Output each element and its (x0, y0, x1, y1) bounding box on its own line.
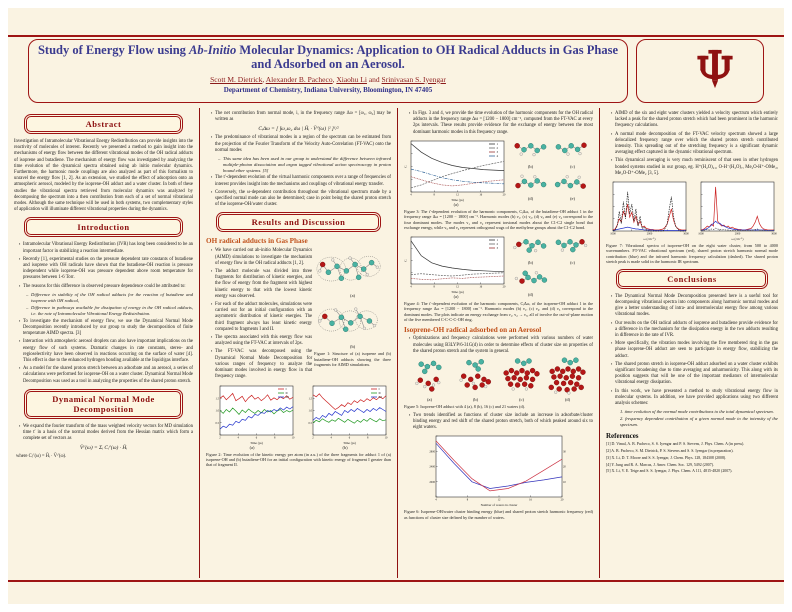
authors-line: Scott M. Dietrick, Alexander B. Pacheco, Xiaohu Li and Srinivasan S. Iyengar (210, 74, 446, 84)
affiliation-line: Department of Chemistry, Indiana University, Bloomington, IN 47405 (223, 85, 433, 94)
conclusion-2: ▪ Our results on the OH radical adducts of isoprene and butadiene provide evidence for a difference in the mechanism for the dissipation energy in the two adducts resulting in difference in the rate of IVR. (611, 321, 778, 340)
figure3-plot (404, 138, 508, 202)
svg-text:3: 3 (496, 149, 499, 154)
iu-logo-box (636, 39, 764, 103)
svg-text:Time (ps): Time (ps) (451, 289, 464, 294)
svg-text:12: 12 (497, 498, 500, 502)
figure3-label-a: (a) (453, 201, 459, 207)
method-bullet-3: ▪ The t′-dependent evolution of the virtual harmonic components over a range of frequencies of interest provides insight into the mechanisms and couplings of vibrational energy transfer. (211, 175, 391, 187)
svg-text:1: 1 (496, 141, 499, 146)
svg-text:1.0: 1.0 (215, 409, 219, 412)
column-2 (200, 108, 398, 578)
section-heading-introduction: Introduction (24, 217, 183, 237)
figure4-molecule-b (510, 234, 550, 260)
method-bullet-2: ▪ The predominance of vibrational modes in a region of the spectrum can be estimated from the projection of the Fourier Transform of the Velocity Auto-Correlation (FT-VAC) onto the normal modes (211, 135, 391, 154)
figure5a-molecule (408, 357, 452, 397)
svg-text:ω (cm⁻¹): ω (cm⁻¹) (643, 236, 656, 241)
equation-1-where: where Cᵢᵗ′(ω) = H̄ᵢ · V̄ᵗ′(ω). (16, 454, 67, 460)
equation-1: V̄ᵗ′(ω) = Σᵢ Cᵢᵗ′(ω) · H̄ᵢ (79, 445, 128, 452)
reference-2: [2] A. B. Pacheco, S. M. Dietrick, P. S. Stevens and S. S. Iyengar (in preparation). (606, 448, 734, 453)
intro-subbullet-1: – Difference in stability of the OH radical adducts for the reaction of butadiene and isoprene with OH radical, (26, 292, 193, 304)
figure5d-label: (d) (564, 397, 571, 403)
svg-text:4: 4 (410, 285, 412, 289)
subheading-aerosol: Isoprene-OH radical adsorbed on an Aerosol (404, 326, 542, 335)
intro-bullet-5: ▪ Interaction with atmospheric aerosol droplets can also have important implications on the energy flow of such systems. Dramatic changes in rate constants, stereo- and regioselectivity have been observed in reactions occurring on the surface of water [4]. This effect is due to the enhanced hydrogen bonding available at the liquid/gas interface. (19, 339, 193, 364)
top-rule (8, 35, 784, 37)
svg-text:8: 8 (433, 285, 435, 289)
figure1a-label: (a) (350, 293, 355, 299)
figure5c-molecule (500, 357, 544, 397)
figure2a-label: (a) (249, 444, 255, 450)
intro-bullet-2: ▪ Recently [1], experimental studies on the pressure dependent rate constants of butadiene and isoprene with OH radicals have shown that the butadiene-OH reaction is pressure independent while isoprene-OH was pressure dependent above room temperature for pressures between 1-6 Torr. (19, 257, 193, 282)
svg-text:10: 10 (562, 480, 566, 484)
svg-text:Time (ps): Time (ps) (342, 440, 356, 445)
svg-text:8: 8 (466, 498, 468, 502)
figure5-caption: Figure 5: Isoprene-OH adduct with 4 (a), 8 (b), 16 (c) and 21 waters (d). (404, 404, 526, 410)
figure5b-molecule (454, 357, 498, 397)
figure3-label-b: (b) (527, 163, 534, 169)
figure7a-plot (606, 179, 690, 241)
figure4-label-c: (c) (570, 259, 575, 265)
introduction-bullets-2 (14, 319, 193, 385)
gas-bullet-3: ▪ For each of the adduct molecules, simulations were carried out for an initial configuration with an asymmetric distribution of kinetic energies. The third fragment always has least kinetic energy compared to fragments I and II. (211, 302, 312, 333)
figure1-caption: Figure 1: Structure of (a) isoprene and (b) butadiene-OH adducts showing the three fragments for AIMD simulations. (314, 351, 391, 368)
figure5a-label: (a) (427, 397, 432, 403)
svg-text:1.5: 1.5 (308, 396, 312, 400)
iu-trident-logo-icon (693, 44, 737, 99)
figure3-molecule-c (552, 138, 592, 164)
intro-bullet-3: ▪ The reasons for this difference in observed pressure dependence could be attributed to: (19, 284, 193, 290)
equation-2: CᵢΔω = [ ∫ω₁ω₂ dω | H̄ᵢ · V̄ᵗ′(ω) |² ]¹/² (258, 126, 339, 133)
svg-text:6: 6 (255, 436, 257, 440)
col4-bullet-1: ▪ AIMD of the six and eight water clusters yielded a velocity spectrum which entirely lacked a peak for the shared proton stretch which had been prominent in the harmonic frequency calculations. (611, 111, 778, 130)
figure7-caption: Figure 7: Vibrational spectra of isoprene-OH on the eight water cluster, from 500 to 4000 wavenumbers. FT-VAC vibrational spectrum (red), shared proton stretch harmonic normal mode contribution (blue) and the infrared harmonic frequency calculation (dashed). The shared proton stretch peak is made solid in the harmonic IR spectrum. (606, 243, 778, 265)
svg-text:Cᵢ: Cᵢ (404, 164, 408, 168)
svg-text:8: 8 (366, 436, 368, 440)
section-heading-results: Results and Discussion (216, 212, 381, 232)
figure4-label-d: (d) (527, 291, 534, 297)
svg-text:1000: 1000 (698, 232, 704, 236)
figure2b-label: (b) (342, 444, 348, 450)
dnmd-bullet-1: ▪ We expand the fourier transform of the mass weighted velocity vectors for MD simulation time t′ in a basis of the normal modes derived from the Hessian matrix which form a complete set of vectors as (19, 424, 193, 443)
figure5b-label: (b) (472, 397, 479, 403)
svg-text:4: 4 (496, 153, 499, 158)
svg-text:0.5: 0.5 (215, 421, 219, 425)
gas-bullets (206, 248, 312, 380)
figure4-label-a: (a) (453, 293, 459, 299)
svg-text:II: II (378, 390, 381, 395)
svg-text:2: 2 (496, 145, 499, 150)
col3-bullet-1: ▪ In Figs. 3 and 4, we provide the time evolution of the harmonic components for the OH radical adducts in the frequency range Δω = [1200 − 1800] cm⁻¹, computed from the FT-VAC at every 2ps intervals. These results provide evidence for the exchange of energy between the most dominant harmonic modes in this frequency range. (409, 111, 593, 136)
svg-text:Number of waters in cluster: Number of waters in cluster (480, 502, 517, 507)
col4-bullets (606, 111, 778, 177)
figure4-molecule-c (552, 234, 592, 260)
svg-text:1000: 1000 (610, 232, 616, 236)
method-bullet-4: ▪ Conversely, the ω-dependent contribution throughout the vibrational spectrum made by a specified normal mode can also be determined; case in point being the shared proton stretch of the isoprene-OH/water cluster. (211, 190, 391, 209)
svg-text:2400: 2400 (428, 465, 435, 469)
figure4-molecule-d (510, 266, 550, 292)
conclusion-4: ▪ The shared proton stretch in isoprene-OH adduct adsorbed on a water cluster exhibits significant broadening due to time averaging and anharmonicity. This along with its position suggests that will be one of the important mediators of intermolecular vibrational energy dissipation. (611, 362, 778, 387)
svg-text:10: 10 (384, 436, 387, 440)
bottom-rule (8, 580, 784, 582)
svg-text:1: 1 (496, 237, 499, 242)
section-heading-dnmd: Dynamical Normal Mode Decomposition (24, 389, 183, 419)
figure5d-molecule (546, 357, 590, 397)
poster-background (8, 8, 784, 604)
svg-text:3000: 3000 (683, 232, 689, 236)
column-1 (8, 108, 200, 578)
aerosol-bullet-1: ▪ Optimizations and frequency calculations were performed with various numbers of water molecules using B3LYP/6-31G(d) in order to determine effects of cluster size on properties of the shared proton stretch and the system in general. (409, 336, 593, 355)
svg-text:16: 16 (528, 498, 532, 502)
abstract-body: Investigation of Intramolecular Vibrational Energy Redistribution can provide insights into the reactivity of molecules of interest. Recently we presented a method to gain insight into the mechanisms of energy flow between the different vibrational modes of the OH radical adducts of isoprene and butadiene. The mechanism of energy flow was investigated by analyzing the time evolution of the dynamical spectra obtained using ab initio molecular dynamics. Furthermore, the harmonic mode couplings are also analyzed as part of this formalism to unravel the energy flow [1, 2]. As an extension, we studied the effect of adsorption onto an atmospheric aerosol, modeled by the isoprene-OH adduct and a water cluster. In both of these studies the vibrational spectra retrieved from molecular dynamics was analyzed by decomposing the spectrum into a then contribution from each of a set of normal vibrational modes. Although the same technique will be used in both systems, two complementary styles of application will illuminate different vibrational properties during the dynamics. (14, 139, 193, 213)
col3-bullets (404, 111, 593, 136)
svg-text:2800: 2800 (428, 450, 435, 454)
figure4-label-b: (b) (527, 259, 534, 265)
svg-text:8: 8 (273, 436, 275, 440)
svg-text:Time (ps): Time (ps) (249, 440, 263, 445)
svg-text:2000: 2000 (646, 232, 653, 236)
svg-text:4: 4 (237, 436, 239, 440)
conclusion-numbered-2: 2. frequency dependent contribution of a given normal mode to the intensity of the spectrum. (620, 416, 778, 428)
gas-bullet-2: ▪ The adduct molecule was divided into three fragments for distribution of kinetic energies, and the flow of energy from the fragment with highest kinetic energy to that with the lowest kinetic energy was observed. (211, 269, 312, 300)
reference-4: [4] Y. Jung and R. A. Marcus, J. Amer. Chem. Soc. 129, 5492 (2007). (606, 462, 714, 467)
reference-1: [1] D. Vimal, A. B. Pacheco, S. S. Iyengar and P. S. Stevens, J. Phys. Chem. A (in press). (606, 442, 745, 447)
conclusion-3: ▪ More specifically, the vibration modes involving the five membered ring in the gas phase isoprene-OH adduct are seen to participate in energy flow, stabilizing the adduct. (611, 341, 778, 360)
svg-text:2000: 2000 (428, 480, 435, 484)
method-bullets (206, 111, 391, 123)
svg-text:20: 20 (562, 465, 566, 469)
figure6-caption: Figure 6: Isoprene-OH/water cluster binding energy (blue) and shared proton stretch harmonic frequency (red) as functions of cluster size defined by the number of waters. (404, 509, 593, 520)
svg-text:8: 8 (433, 193, 435, 197)
conclusion-5: ▪ In this work, we have presented a method to study vibrational energy flow in molecular systems. In addition, we have provided applications using two different analysis schemes: (611, 389, 778, 408)
col4-bullet-3: ▪ This dynamical averaging is very much reminiscent of that seen in other hydrogen bonded systems studied in our group, eg. H⁺(H₂O)₂₁, O-H⁻(H₂O)₇, Me₂O-H⁺-OMe₂, Me₂O-D⁺-OMe₂ [3, 5]. (611, 158, 778, 177)
svg-text:4: 4 (434, 498, 437, 502)
svg-text:III: III (378, 394, 382, 399)
svg-text:2: 2 (496, 241, 499, 246)
section-heading-conclusions: Conclusions (616, 269, 768, 289)
svg-text:I: I (378, 386, 380, 391)
figure3-label-d: (d) (527, 195, 534, 201)
figure1b-label: (b) (350, 344, 356, 350)
svg-text:16: 16 (479, 193, 483, 197)
method-bullets-3 (206, 175, 391, 208)
svg-text:12: 12 (456, 285, 459, 289)
svg-text:30: 30 (562, 450, 566, 454)
figure1a-molecule (314, 247, 386, 293)
figure3-caption: Figure 3: The t′-dependent evolution of the harmonic components, CᵢΔω, of the butadiene-OH adduct 1 in the frequency range Δω = [1200 − 1800] cm⁻¹. Harmonic modes (b) ν₁, (c) ν₂, (d) ν₃ and (e) ν₄ correspond to the four dominant modes. The modes ν₁ and ν₂ represent torsional modes about the C1-C2 single bond that exchange energy, while ν₃ and ν₄ represent orthogonal wags of the methylene groups about the C1-C2 bond. (404, 208, 593, 231)
subheading-gas-phase: OH radical adducts in Gas Phase (206, 237, 308, 246)
svg-text:II: II (285, 390, 288, 395)
intro-bullet-6: ▪ As a model for the shared proton stretch between an adsorbate and an aerosol, a series of calculations were performed for isoprene-OH on a water cluster. Dynamical Normal Mode Decomposition was used as a tool in analyzing the properties of the shared proton stretch. (19, 366, 193, 385)
intro-subbullet-2: – Difference in pathways available for dissipation of energy in the OH radical adducts, i.e. the rate of Intramolecular Vibrational Energy Redistribution. (26, 305, 193, 317)
svg-text:I: I (285, 386, 287, 391)
svg-text:20: 20 (502, 193, 506, 197)
figure7b-plot (694, 179, 778, 241)
svg-text:12: 12 (456, 193, 459, 197)
svg-text:1.0: 1.0 (308, 409, 312, 412)
figure4-plot (404, 234, 508, 294)
aerosol-bullet-2: ▪ Two trends identified as functions of cluster size include an increase in adsorbate/cluster binding energy and red shift of the shared proton stretch, both of which peaked around six to eight waters. (409, 413, 593, 432)
svg-text:2000: 2000 (734, 232, 741, 236)
svg-text:16: 16 (479, 285, 483, 289)
svg-text:20: 20 (502, 285, 506, 289)
intro-bullet-4: ▪ To investigate the mechanism of energy flow, we use the Dynamical Normal Mode Decomposition recently introduced by our group to study the decomposition of finite temperature AIMD spectra. [3] (19, 319, 193, 338)
svg-text:0.5: 0.5 (308, 421, 312, 425)
aerosol-bullets (404, 336, 593, 355)
svg-text:20: 20 (560, 498, 563, 502)
gas-bullet-4: ▪ The spectra associated with this energy flow was analyzed using the FT-VAC at intervals of 2ps. (211, 335, 312, 347)
introduction-bullets (14, 242, 193, 289)
references-heading: References (606, 432, 639, 441)
figure3-molecule-e (552, 170, 592, 196)
method-subbullets (206, 156, 391, 174)
figure3-molecule-d (510, 170, 550, 196)
reference-3: [3] X. Li, D. T. Moore and S. S. Iyengar, J. Chem. Phys. 128, 184308 (2008). (606, 455, 727, 460)
section-heading-abstract: Abstract (24, 114, 183, 134)
dnmd-bullets (14, 424, 193, 443)
figure3-label-c: (c) (570, 163, 575, 169)
conclusions-bullets (606, 294, 778, 407)
figure1b-molecule (314, 298, 386, 344)
figure2-caption: Figure 2: Time evolution of the kinetic energy per atom (in a.u.) of the three fragments for adduct 1 of (a) isoprene-OH and (b) butadiene-OH for an initial configuration with kinetic energy of fragment I greater than that of fragment II. (206, 451, 391, 468)
figure3-molecule-b (510, 138, 550, 164)
column-3 (398, 108, 600, 578)
method-bullet-1: ▪ The net contribution from normal mode, i, in the frequency range Δω = [ω₁, ω₂] may be written as (211, 111, 391, 123)
column-4 (600, 108, 784, 578)
svg-text:III: III (285, 394, 289, 399)
svg-text:4: 4 (330, 436, 332, 440)
svg-text:2: 2 (218, 436, 221, 440)
svg-text:1.5: 1.5 (215, 396, 219, 400)
svg-text:10: 10 (291, 436, 294, 440)
conclusion-1: ▪ The Dynamical Normal Mode Decomposition presented here is a useful tool for decomposing vibrational spectra into components along harmonic normal modes and give a better understanding of intra- and intermolecular energy flow among various vibrational modes. (611, 294, 778, 319)
poster-title: Study of Energy Flow using Ab-Initio Molecular Dynamics: Application to OH Radical Adducts in Gas Phase and Adsorbed on an Aerosol. (37, 43, 619, 72)
introduction-subbullets (14, 292, 193, 317)
aerosol-bullets-2 (404, 413, 593, 432)
conclusion-numbered-1: 1. time evolution of the normal mode contributions to the total dynamical spectrum. (620, 409, 774, 415)
svg-text:ω (cm⁻¹): ω (cm⁻¹) (731, 236, 744, 241)
figure6-plot (424, 433, 574, 507)
method-subbullet-1: – This same idea has been used in our group to understand the difference between infrared multiple-photon dissociation and argon tagged vibrational action spectroscopy in proton bound ether systems. [5] (218, 156, 391, 174)
figure5c-label: (c) (519, 397, 524, 403)
title-box (28, 39, 628, 103)
svg-text:4: 4 (410, 193, 412, 197)
figure2a-plot (208, 383, 297, 445)
svg-text:Time (ps): Time (ps) (451, 197, 464, 202)
svg-text:3000: 3000 (771, 232, 777, 236)
method-bullets-2 (206, 135, 391, 154)
svg-text:3: 3 (496, 245, 499, 250)
col4-bullet-2: ▪ A normal mode decomposition of the FT-VAC velocity spectrum showed a large delocalized frequency range over which the shared proton stretch contributed intensity. This spreading out of the stretching frequency is a significant dynamic averaging effect captured in the dynamic vibrational spectrum. (611, 132, 778, 157)
svg-text:6: 6 (348, 436, 350, 440)
figure3-label-e: (e) (570, 195, 575, 201)
reference-5: [5] X. Li, V. E. Teige and S. S. Iyengar, J. Phys. Chem. A 111, 4815-4820 (2007). (606, 469, 733, 474)
figure4-caption: Figure 4: The t′-dependent evolution of the harmonic components, CᵢΔω, of the isoprene-OH adduct 1 in the frequency range Δω = [1200 − 1800] cm⁻¹. Harmonic modes (b) ν₁, (c) ν₂, and (d) ν₃ correspond to the dominant modes. The plots indicate an energy exchange from ν₁, ν₂ → ν₃, all of involve the out-of-plane motion of the five membered C-C-C-C-OH ring. (404, 300, 593, 322)
gas-bullet-1: ▪ We have carried out ab-initio Molecular Dynamics (AIMD) simulations to investigate the mechanism of energy flow in the OH radical adducts [1, 2]. (211, 248, 312, 267)
svg-text:2: 2 (311, 436, 314, 440)
svg-text:Cᵢ: Cᵢ (404, 258, 408, 262)
intro-bullet-1: ▪ Intramolecular Vibrational Energy Redistribution (IVR) has long been considered to be an important factor in stabilizing a reaction intermediate. (19, 242, 193, 254)
columns-container (8, 108, 784, 578)
figure2b-plot (301, 383, 390, 445)
gas-bullet-5: ▪ The FT-VAC was decomposed using the Dynamical Normal Mode Decomposition for various ranges of frequency to analyze the dominant modes involved in energy flow in that frequency range. (211, 349, 312, 380)
